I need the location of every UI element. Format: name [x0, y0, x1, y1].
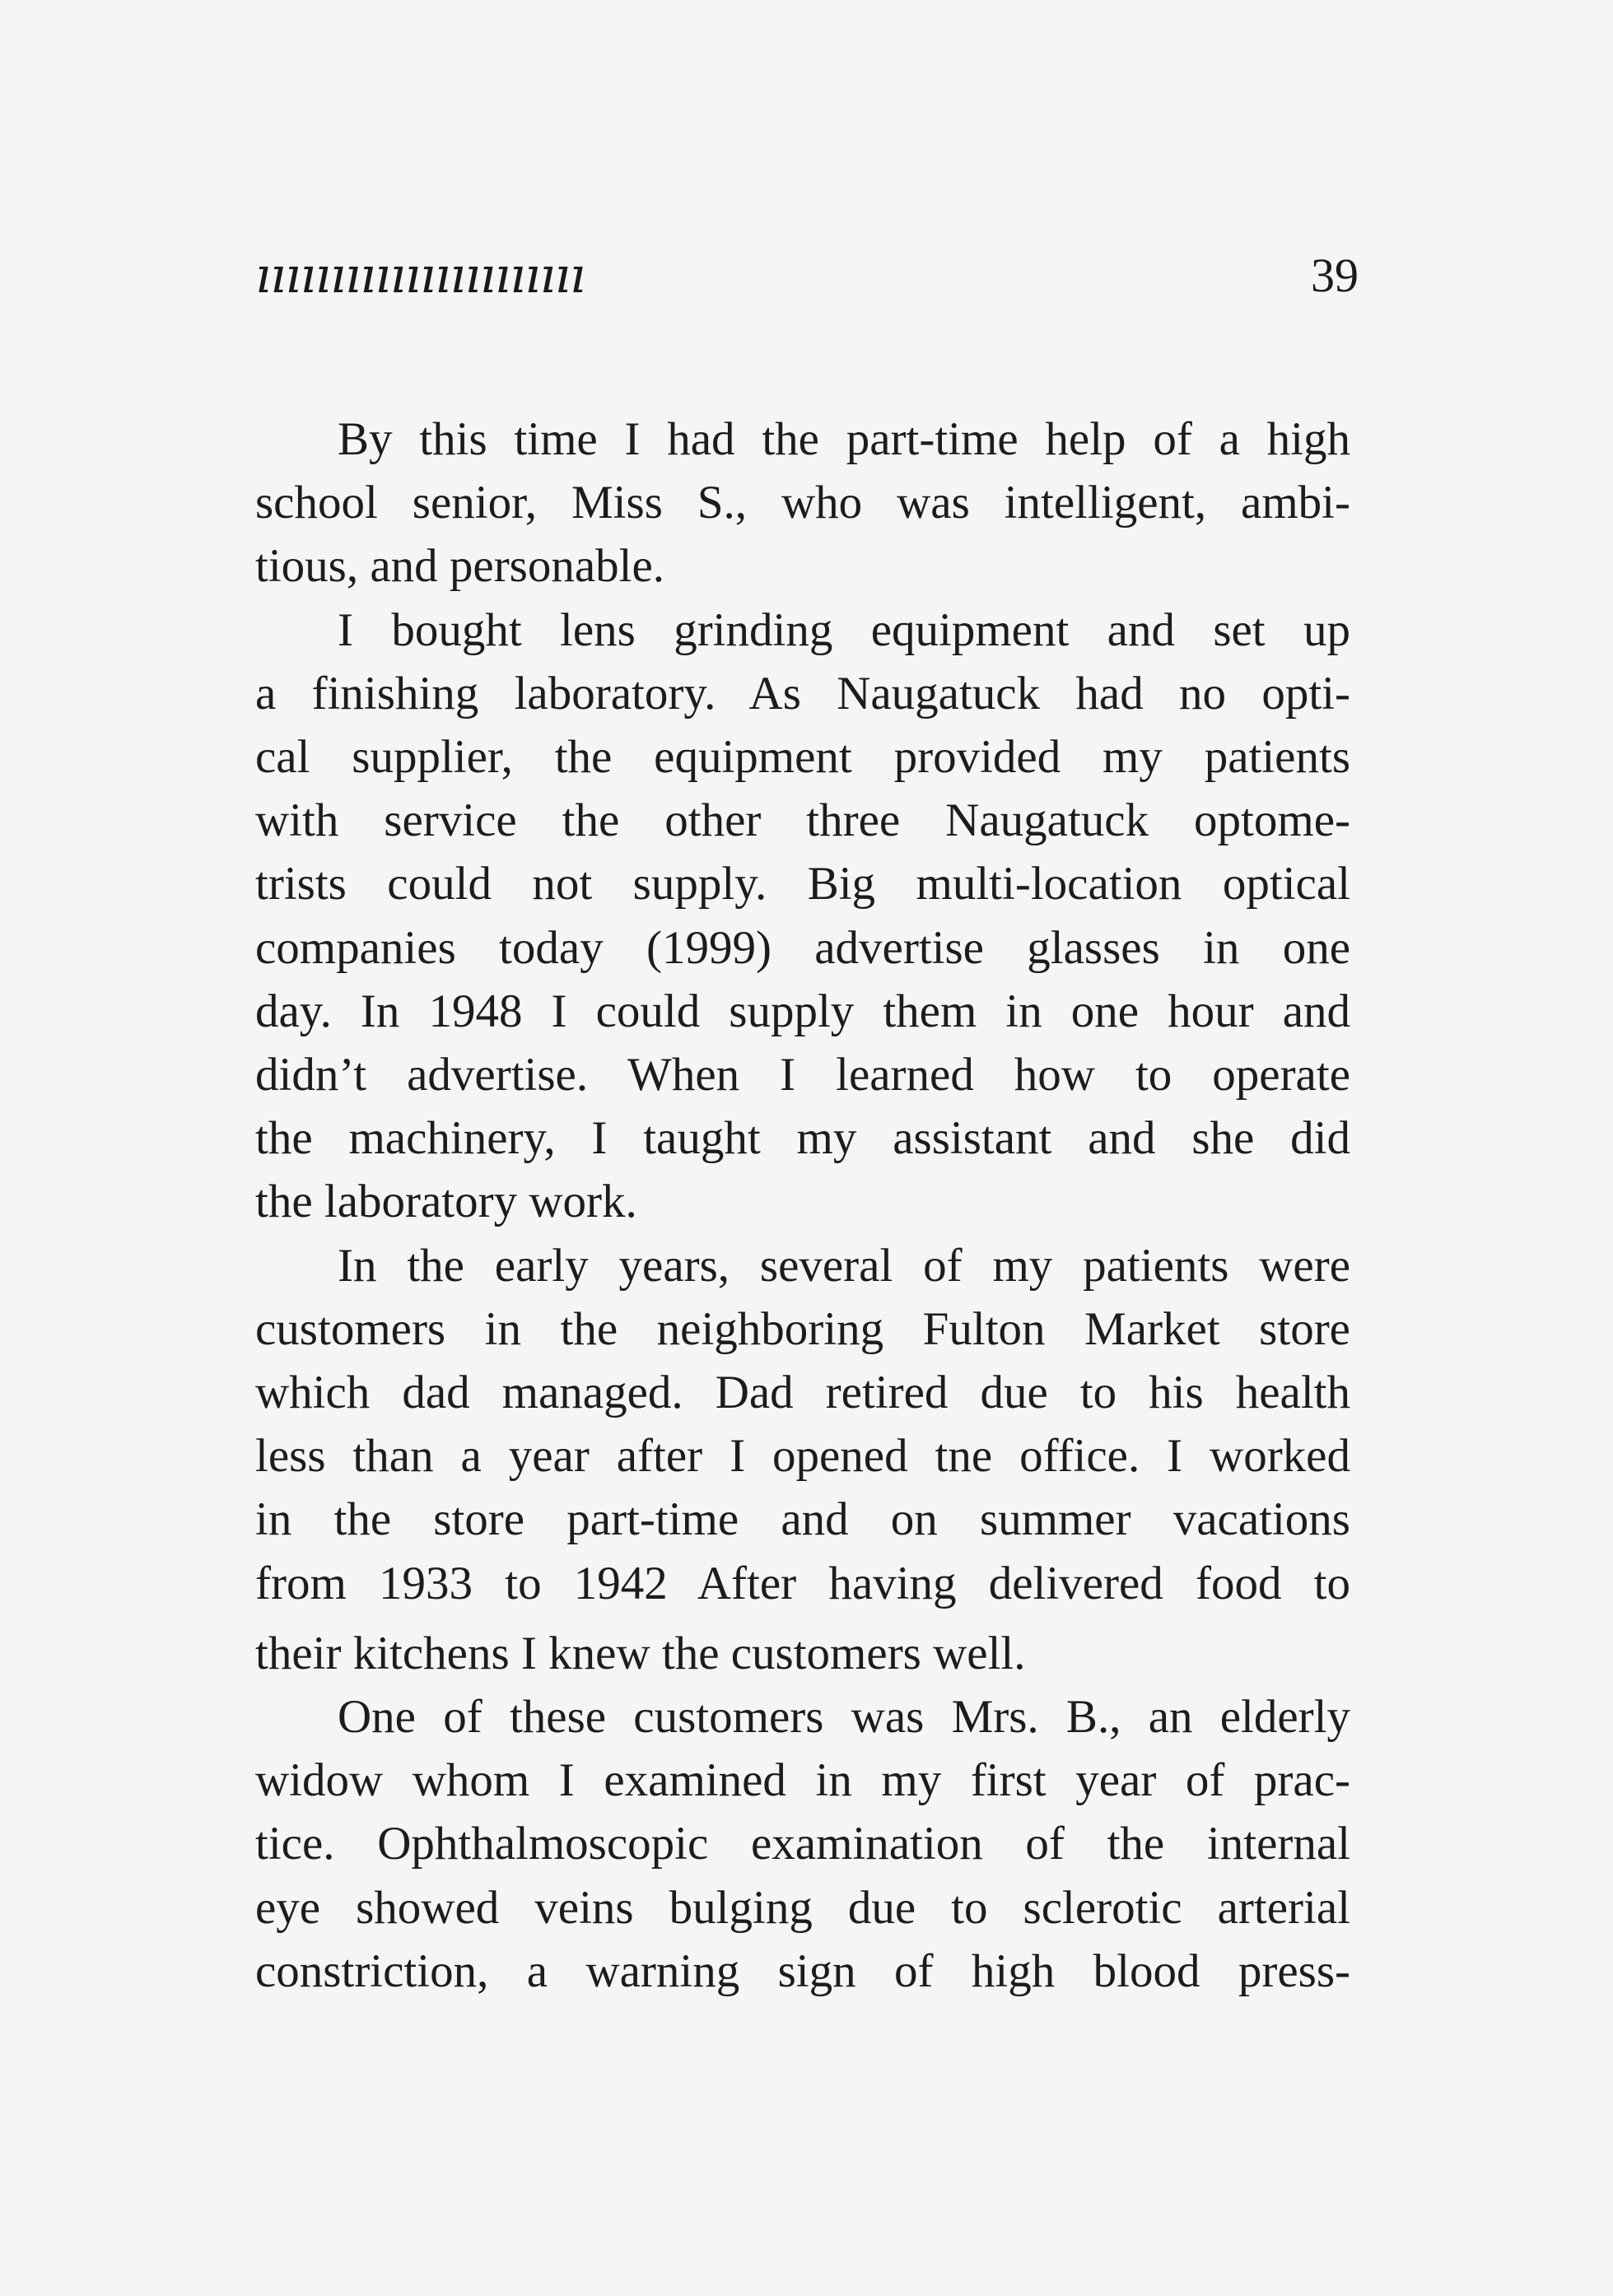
text-line: which dad managed. Dad retired due to his health	[255, 1367, 1350, 1419]
paragraph	[255, 408, 1350, 598]
text-line: their kitchens I knew the customers well.	[255, 1627, 1026, 1679]
text-line: school senior, Miss S., who was intelligent, ambi-	[255, 477, 1350, 529]
text-line: customers in the neighboring Fulton Market store	[255, 1302, 1350, 1355]
body-text	[255, 408, 1350, 2003]
text-line: from 1933 to 1942 After having delivered food to	[255, 1557, 1350, 1609]
text-line: tice. Ophthalmoscopic examination of the internal	[255, 1818, 1350, 1870]
paragraph	[255, 1234, 1350, 1685]
text-line: trists could not supply. Big multi-location optical	[255, 858, 1350, 910]
running-head	[255, 239, 1359, 313]
text-line: I bought lens grinding equipment and set up	[338, 603, 1350, 656]
text-line: tious, and personable.	[255, 540, 665, 593]
text-line: constriction, a warning sign of high blood press-	[255, 1944, 1350, 1997]
paragraph	[255, 1685, 1350, 2003]
text-line: eye showed veins bulging due to sclerotic arterial	[255, 1881, 1350, 1934]
text-line: the machinery, I taught my assistant and she did	[255, 1112, 1350, 1165]
text-line: In the early years, several of my patients were	[338, 1239, 1350, 1292]
text-line: By this time I had the part-time help of a high	[338, 413, 1350, 465]
text-line: a finishing laboratory. As Naugatuck had no opti-	[255, 667, 1350, 720]
text-line: with service the other three Naugatuck optome-	[255, 794, 1350, 847]
text-line: companies today (1999) advertise glasses in one	[255, 921, 1350, 974]
text-line: day. In 1948 I could supply them in one hour and	[255, 985, 1350, 1037]
text-line: One of these customers was Mrs. B., an elderly	[338, 1691, 1350, 1744]
text-line: cal supplier, the equipment provided my patients	[255, 731, 1350, 784]
text-line: the laboratory work.	[255, 1176, 637, 1228]
text-line: widow whom I examined in my first year of prac-	[255, 1754, 1350, 1807]
text-line: in the store part-time and on summer vacations	[255, 1493, 1350, 1546]
page-number: 39	[1311, 249, 1359, 302]
header-ornament: ıııııııııııııııııııııı	[255, 247, 585, 305]
text-line: didn’t advertise. When I learned how to operate	[255, 1049, 1350, 1101]
paragraph	[255, 598, 1350, 1234]
text-line: less than a year after I opened tne office. I worked	[255, 1430, 1350, 1483]
